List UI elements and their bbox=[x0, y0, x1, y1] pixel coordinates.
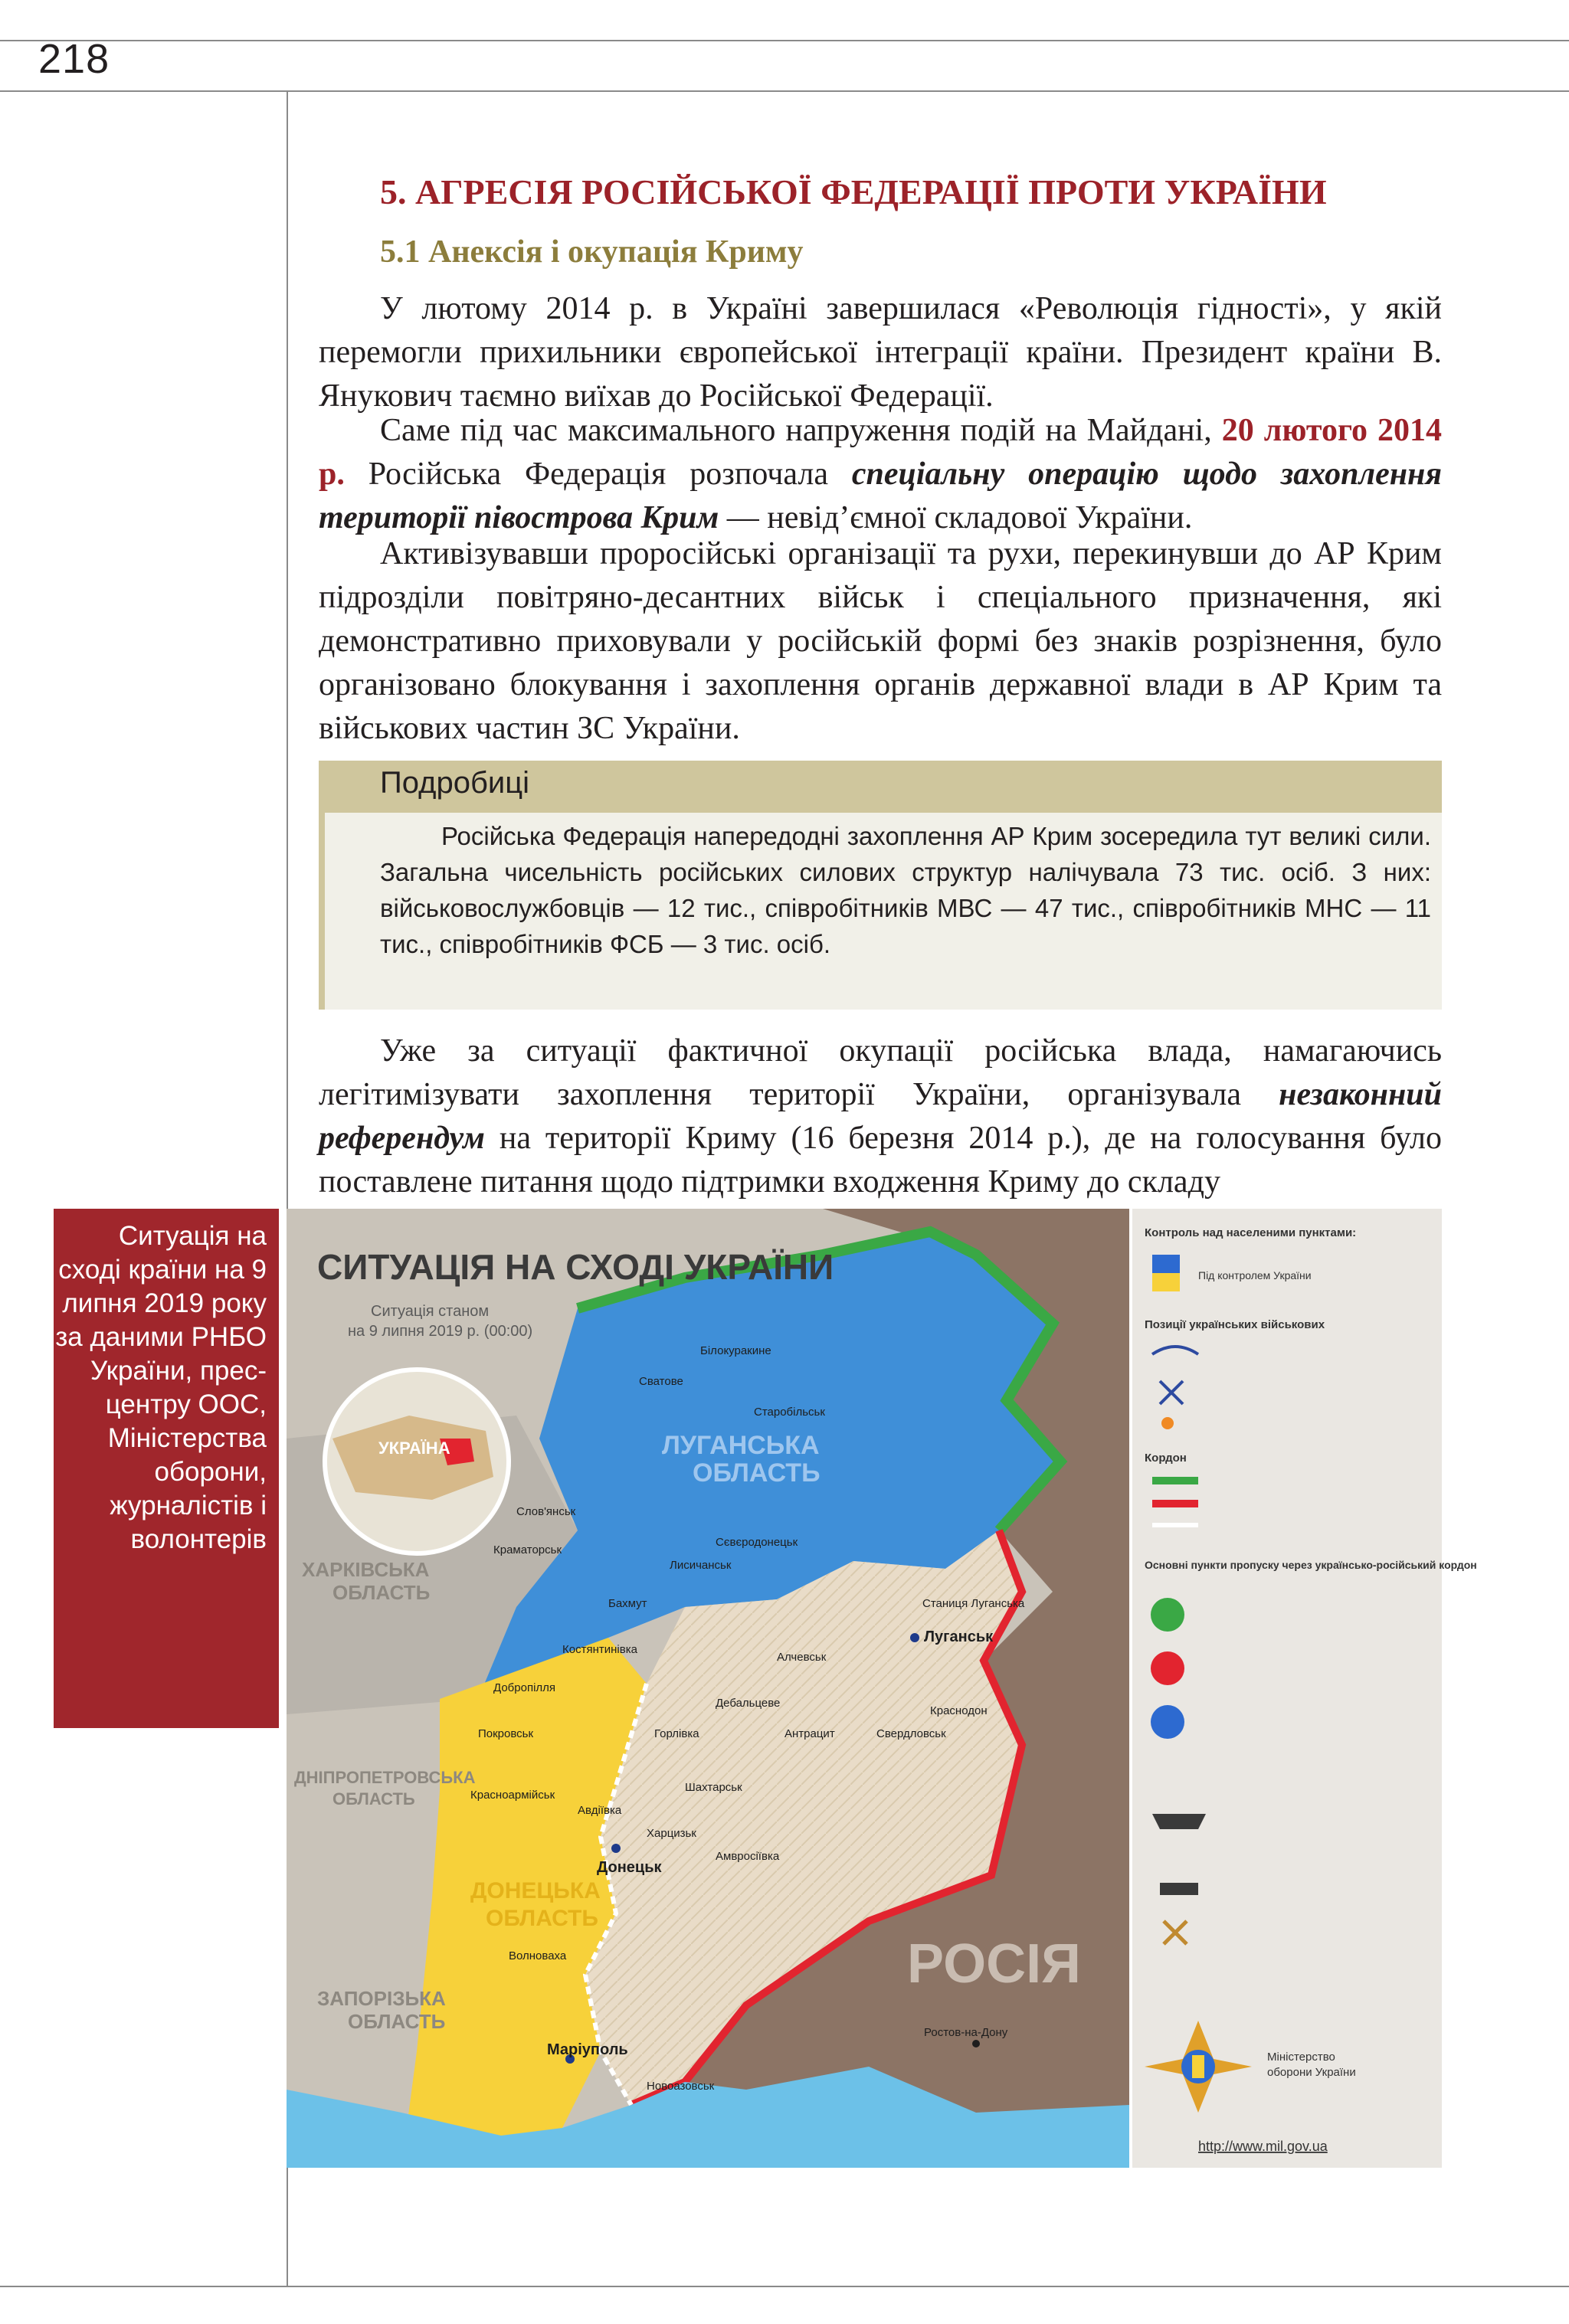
region-donetsk-1: ДОНЕЦЬКА bbox=[470, 1878, 601, 1903]
header-rule-top bbox=[0, 40, 1569, 41]
city-horlivka: Горлівка bbox=[654, 1727, 699, 1740]
map-title: СИТУАЦІЯ НА СХОДІ УКРАЇНИ bbox=[317, 1247, 834, 1287]
legend-fire-icon bbox=[1161, 1417, 1174, 1429]
legend-positions-title: Позиції українських військових bbox=[1145, 1318, 1325, 1331]
legend-url-link[interactable]: http://www.mil.gov.ua bbox=[1198, 2139, 1328, 2154]
city-bakhmut: Бахмут bbox=[608, 1597, 647, 1610]
city-khartsyzk: Харцизьк bbox=[647, 1827, 696, 1840]
city-pokrovsk: Покровськ bbox=[478, 1727, 534, 1740]
legend-green-border-icon bbox=[1152, 1477, 1198, 1484]
footer-rule bbox=[0, 2286, 1569, 2287]
region-zaporizhzhia-2: ОБЛАСТЬ bbox=[348, 2010, 446, 2033]
region-dnipro-2: ОБЛАСТЬ bbox=[332, 1789, 415, 1808]
legend-crossings-title: Основні пункти пропуску через українсько-російський кордон bbox=[1145, 1559, 1477, 1571]
city-rostov: Ростов-на-Дону bbox=[924, 2026, 1008, 2039]
legend-border-title: Кордон bbox=[1145, 1452, 1187, 1465]
legend-panel bbox=[1129, 1209, 1442, 2168]
inset-label: УКРАЇНА bbox=[378, 1439, 450, 1458]
city-dobropillia: Добропілля bbox=[493, 1681, 556, 1694]
city-kostiantynivka: Костянтинівка bbox=[562, 1643, 637, 1656]
region-kharkiv-2: ОБЛАСТЬ bbox=[332, 1581, 431, 1604]
city-mariupol: Маріуполь bbox=[547, 2041, 628, 2058]
region-dnipro-1: ДНІПРОПЕТРОВСЬКА bbox=[294, 1768, 476, 1787]
city-luhansk: Луганськ bbox=[924, 1628, 994, 1645]
paragraph-2-date: 20 лютого 2014 р. bbox=[319, 413, 1442, 492]
paragraph-2-text-a: Саме під час максимального напруження подій на Майдані, bbox=[380, 413, 1222, 448]
region-luhansk-2: ОБЛАСТЬ bbox=[693, 1458, 821, 1488]
legend-flag-icon bbox=[1152, 1255, 1180, 1273]
legend-red-border-icon bbox=[1152, 1500, 1198, 1507]
east-ukraine-map bbox=[287, 1209, 1477, 2168]
map-subtitle-1: Ситуація станом bbox=[371, 1303, 490, 1320]
city-alchevsk: Алчевськ bbox=[777, 1651, 827, 1664]
details-box-text: Російська Федерація напередодні захоплення АР Крим зосередила тут великі сили. Загальна чисельність російських силових структур налічувала 73 тис. осіб. З них: військовослужбовців — 12 тис., співробітників МВС — 47 тис., співробітників МНС — 11 тис., співробітників ФСБ — 3 тис. осіб. bbox=[380, 822, 1431, 958]
paragraph-4-text-b: на території Криму (16 березня 2014 р.), де на голосування було поставлене питання щодо підтримки входження Криму до складу bbox=[319, 1121, 1442, 1200]
legend-ship-icon bbox=[1152, 1814, 1206, 1829]
city-bilokurakyne: Білокуракине bbox=[700, 1344, 771, 1357]
city-stanytsia: Станиця Луганська bbox=[922, 1597, 1025, 1610]
city-starobilsk: Старобільськ bbox=[754, 1406, 825, 1419]
city-sloviansk: Слов'янськ bbox=[516, 1505, 576, 1518]
legend-ministry-1: Міністерство bbox=[1267, 2051, 1335, 2064]
city-debaltseve: Дебальцеве bbox=[716, 1697, 781, 1710]
legend-under-control: Під контролем України bbox=[1198, 1269, 1312, 1281]
paragraph-2 bbox=[319, 409, 1442, 540]
subsection-title: 5.1 Анексія і окупація Криму bbox=[380, 234, 804, 270]
city-marker-luhansk bbox=[910, 1633, 919, 1642]
city-krasnodon: Краснодон bbox=[930, 1704, 988, 1717]
map-svg bbox=[287, 1209, 1477, 2168]
map-side-caption: Ситуація на сході країни на 9 липня 2019 року за даними РНБО України, прес-центру ООС, Міністерства оборони, журналістів і волонтерів bbox=[54, 1209, 279, 1728]
header-rule-bottom bbox=[0, 90, 1569, 92]
legend-divider bbox=[1129, 1209, 1132, 2168]
paragraph-1: У лютому 2014 р. в Україні завершилася «Революція гідності», у якій перемогли прихильники європейської інтеграції країни. Президент країни В. Янукович таємно виїхав до Російської Федерації. bbox=[319, 291, 1442, 414]
legend-flag-icon-yellow bbox=[1152, 1273, 1180, 1291]
region-donetsk-2: ОБЛАСТЬ bbox=[486, 1906, 598, 1931]
city-shakhtarsk: Шахтарськ bbox=[685, 1781, 742, 1794]
region-luhansk-1: ЛУГАНСЬКА bbox=[662, 1431, 820, 1460]
city-krasnoarmiisk: Красноармійськ bbox=[470, 1789, 555, 1802]
legend-crossing-red-icon bbox=[1151, 1651, 1184, 1685]
details-box-heading: Подробиці bbox=[380, 766, 529, 800]
paragraph-2-emphasis: спеціальну операцію щодо захоплення території півострова Крим bbox=[319, 457, 1443, 535]
city-donetsk: Донецьк bbox=[597, 1859, 662, 1876]
legend-title: Контроль над населеними пунктами: bbox=[1145, 1226, 1357, 1239]
map-subtitle-2: на 9 липня 2019 р. (00:00) bbox=[348, 1323, 533, 1340]
city-amvrosiivka: Амвросіївка bbox=[716, 1850, 780, 1863]
legend-tank-icon bbox=[1160, 1883, 1198, 1895]
legend-crossing-blue-icon bbox=[1151, 1705, 1184, 1739]
city-sverdlovsk: Свердловськ bbox=[876, 1727, 946, 1740]
city-avdiivka: Авдіївка bbox=[578, 1804, 622, 1817]
city-marker-donetsk bbox=[611, 1844, 621, 1853]
city-marker-rostov bbox=[972, 2040, 980, 2047]
region-russia: РОСІЯ bbox=[907, 1933, 1081, 1995]
paragraph-4-emphasis: незаконний референдум bbox=[319, 1077, 1442, 1156]
paragraph-4 bbox=[319, 1029, 1442, 1204]
details-box-bar bbox=[319, 813, 325, 1010]
city-novoazovsk: Новоазовськ bbox=[647, 2080, 715, 2093]
city-kramatorsk: Краматорськ bbox=[493, 1543, 562, 1556]
legend-ministry-2: оборони України bbox=[1267, 2066, 1356, 2079]
city-antratsyt: Антрацит bbox=[784, 1727, 835, 1740]
city-sievierodonetsk: Сєвєродонецьк bbox=[716, 1536, 798, 1549]
page-number: 218 bbox=[38, 36, 110, 82]
paragraph-4-text-a: Уже за ситуації фактичної окупації російська влада, намагаючись легітимізувати захоплення території України, організувала bbox=[319, 1033, 1442, 1112]
legend-white-line-icon bbox=[1152, 1523, 1198, 1527]
paragraph-3: Активізувавши проросійські організації та рухи, перекинувши до АР Крим підрозділи повітряно-десантних військ і спеціального призначення, які демонстративно приховували у російській формі без знаків розрізнення, було організовано блокування і захоплення органів державної влади в АР Крим та військових частин ЗС України. bbox=[319, 536, 1442, 746]
section-title: 5. АГРЕСІЯ РОСІЙСЬКОЇ ФЕДЕРАЦІЇ ПРОТИ УКРАЇНИ bbox=[380, 172, 1327, 211]
region-zaporizhzhia-1: ЗАПОРІЗЬКА bbox=[317, 1987, 446, 2010]
city-lysychansk: Лисичанськ bbox=[670, 1559, 732, 1572]
legend-crossing-green-icon bbox=[1151, 1598, 1184, 1632]
city-svatove: Сватове bbox=[639, 1375, 683, 1388]
paragraph-2-text-b: Російська Федерація розпочала bbox=[344, 457, 852, 492]
city-volnovakha: Волноваха bbox=[509, 1949, 567, 1962]
region-kharkiv-1: ХАРКІВСЬКА bbox=[302, 1558, 430, 1581]
paragraph-2-text-c: — невід’ємної складової України. bbox=[719, 500, 1193, 535]
